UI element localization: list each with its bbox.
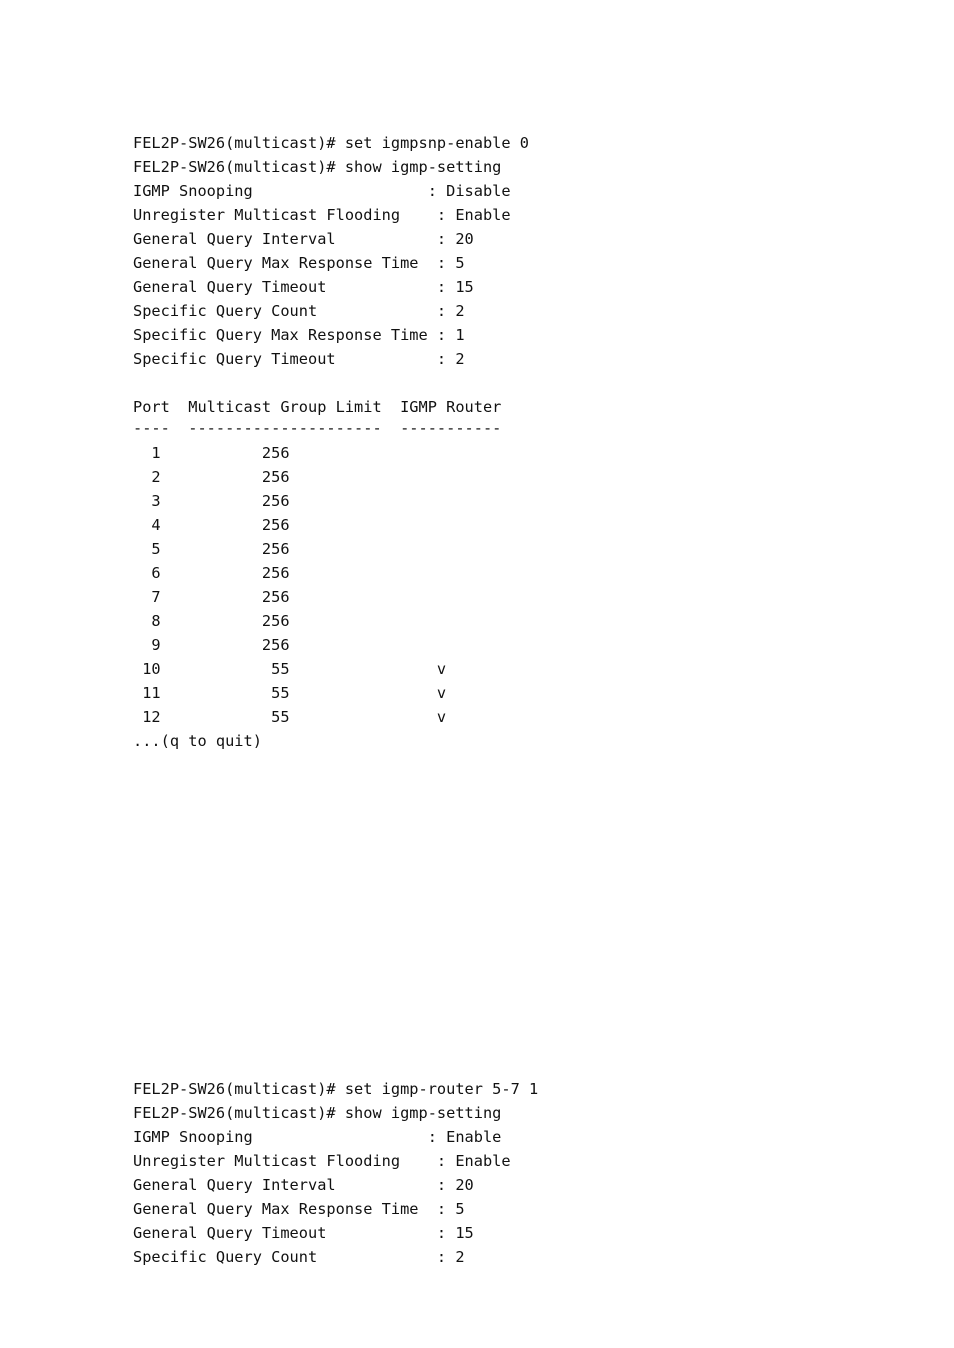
table-row: 11 55 v	[133, 684, 447, 702]
command-line: FEL2P-SW26(multicast)# set igmp-router 5-7 1	[133, 1080, 539, 1098]
table-row: 5 256	[133, 540, 290, 558]
table-row: 2 256	[133, 468, 290, 486]
setting-specific-query-max-response: Specific Query Max Response Time : 1	[133, 326, 465, 344]
setting-igmp-snooping: IGMP Snooping : Disable	[133, 182, 511, 200]
table-row: 1 256	[133, 444, 290, 462]
table-row: 4 256	[133, 516, 290, 534]
command-line: FEL2P-SW26(multicast)# show igmp-setting	[133, 158, 502, 176]
blank-line	[133, 371, 529, 395]
setting-general-query-max-response: General Query Max Response Time : 5	[133, 254, 465, 272]
setting-general-query-max-response: General Query Max Response Time : 5	[133, 1200, 465, 1218]
setting-general-query-interval: General Query Interval : 20	[133, 1176, 474, 1194]
table-separator: ---- --------------------- -----------	[133, 419, 502, 437]
setting-specific-query-timeout: Specific Query Timeout : 2	[133, 350, 465, 368]
setting-general-query-timeout: General Query Timeout : 15	[133, 1224, 474, 1242]
setting-general-query-timeout: General Query Timeout : 15	[133, 278, 474, 296]
setting-unregister-flooding: Unregister Multicast Flooding : Enable	[133, 206, 511, 224]
table-row: 7 256	[133, 588, 290, 606]
table-row: 8 256	[133, 612, 290, 630]
command-line: FEL2P-SW26(multicast)# show igmp-setting	[133, 1104, 502, 1122]
pager-prompt: ...(q to quit)	[133, 732, 262, 750]
setting-specific-query-count: Specific Query Count : 2	[133, 1248, 465, 1266]
setting-specific-query-count: Specific Query Count : 2	[133, 302, 465, 320]
command-line: FEL2P-SW26(multicast)# set igmpsnp-enable 0	[133, 134, 530, 152]
setting-unregister-flooding: Unregister Multicast Flooding : Enable	[133, 1152, 511, 1170]
setting-igmp-snooping: IGMP Snooping : Enable	[133, 1128, 502, 1146]
table-header: Port Multicast Group Limit IGMP Router	[133, 398, 502, 416]
table-row: 3 256	[133, 492, 290, 510]
table-row: 12 55 v	[133, 708, 447, 726]
table-row: 6 256	[133, 564, 290, 582]
table-row: 10 55 v	[133, 660, 447, 678]
terminal-output-block-1	[133, 131, 529, 753]
setting-general-query-interval: General Query Interval : 20	[133, 230, 474, 248]
table-row: 9 256	[133, 636, 290, 654]
terminal-output-block-2	[133, 1077, 538, 1269]
